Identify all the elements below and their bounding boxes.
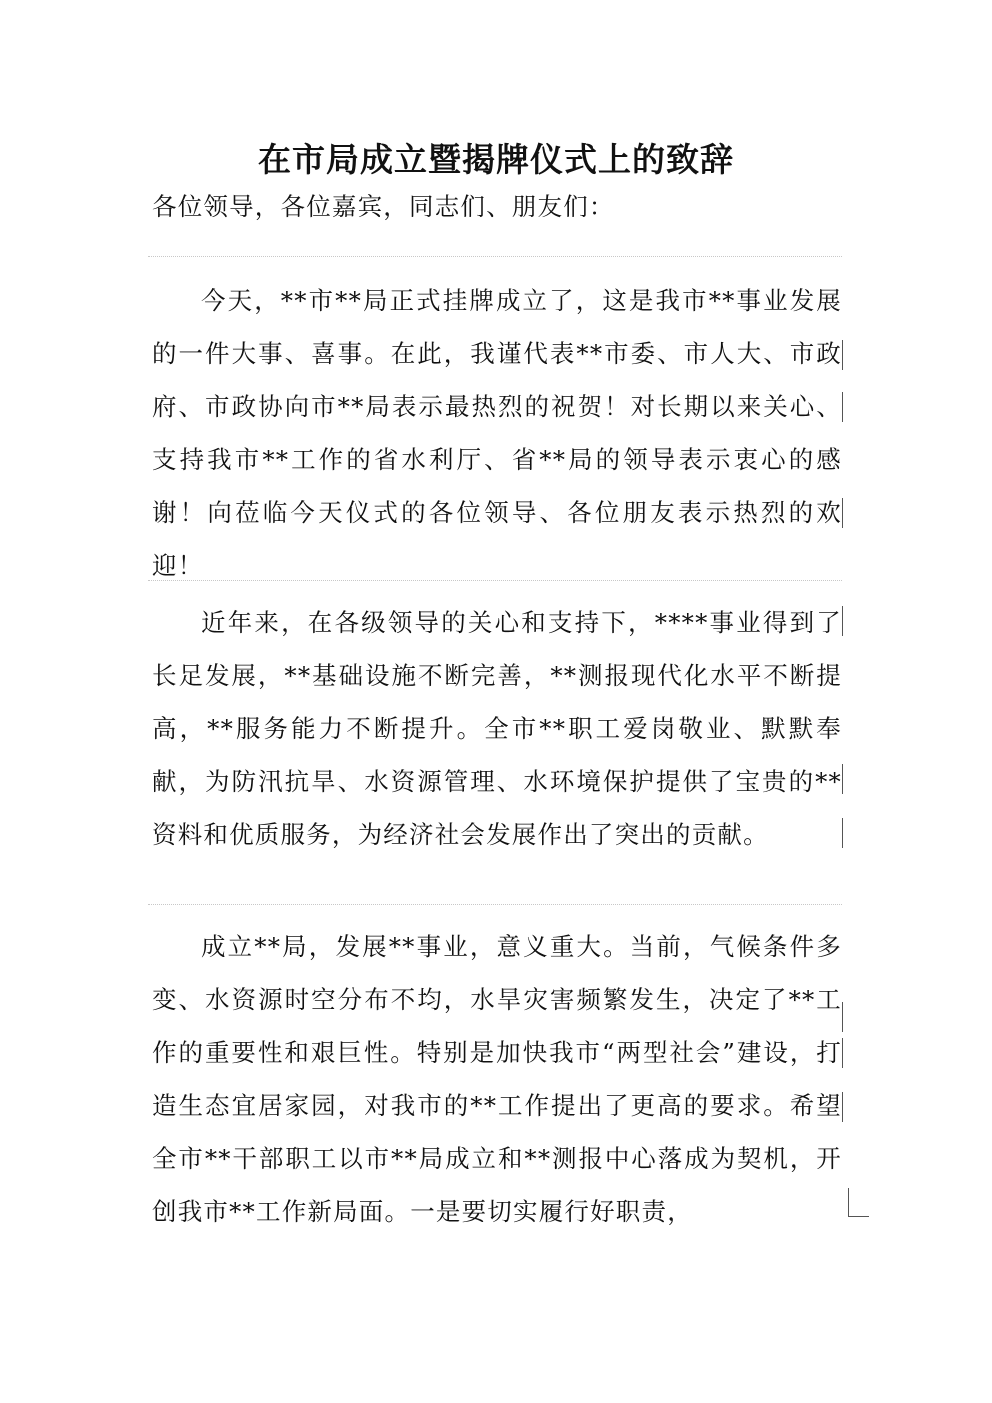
paragraph-1: 今天，**市**局正式挂牌成立了，这是我市**事业发展的一件大事、喜事。在此，我谨代表**市委、市人大、市政府、市政协向市**局表示最热烈的祝贺！对长期以来关心、支持我市**工作的省水利厅、省**局的领导表示衷心的感谢！向莅临今天仪式的各位领导、各位朋友表示热烈的欢迎！	[152, 286, 842, 580]
line-edge-marker	[842, 1092, 843, 1122]
paragraph-separator	[148, 256, 842, 257]
line-edge-marker	[842, 1038, 843, 1068]
line-edge-marker	[842, 764, 843, 794]
line-edge-marker	[842, 392, 843, 422]
greeting-line: 各位领导，各位嘉宾，同志们、朋友们：	[152, 192, 615, 221]
document-title: 在市局成立暨揭牌仪式上的致辞	[258, 140, 734, 179]
line-edge-marker	[842, 1002, 843, 1032]
paragraph-separator	[148, 580, 842, 581]
paragraph-2: 近年来，在各级领导的关心和支持下，****事业得到了长足发展，**基础设施不断完善，**测报现代化水平不断提高，**服务能力不断提升。全市**职工爱岗敬业、默默奉献，为防汛抗旱、水资源管理、水环境保护提供了宝贵的**资料和优质服务，为经济社会发展作出了突出的贡献。	[152, 608, 842, 849]
line-edge-marker	[842, 606, 843, 636]
line-edge-marker	[842, 818, 843, 848]
paragraph-3: 成立**局，发展**事业，意义重大。当前，气候条件多变、水资源时空分布不均，水旱灾害频繁发生，决定了**工作的重要性和艰巨性。特别是加快我市“两型社会”建设，打造生态宜居家园，对我市的**工作提出了更高的要求。希望全市**干部职工以市**局成立和**测报中心落成为契机，开创我市**工作新局面。一是要切实履行好职责，	[152, 932, 842, 1226]
line-edge-marker	[842, 498, 843, 528]
page-end-corner-marker	[848, 1188, 869, 1217]
line-edge-marker	[842, 340, 843, 370]
paragraph-separator	[148, 904, 842, 905]
